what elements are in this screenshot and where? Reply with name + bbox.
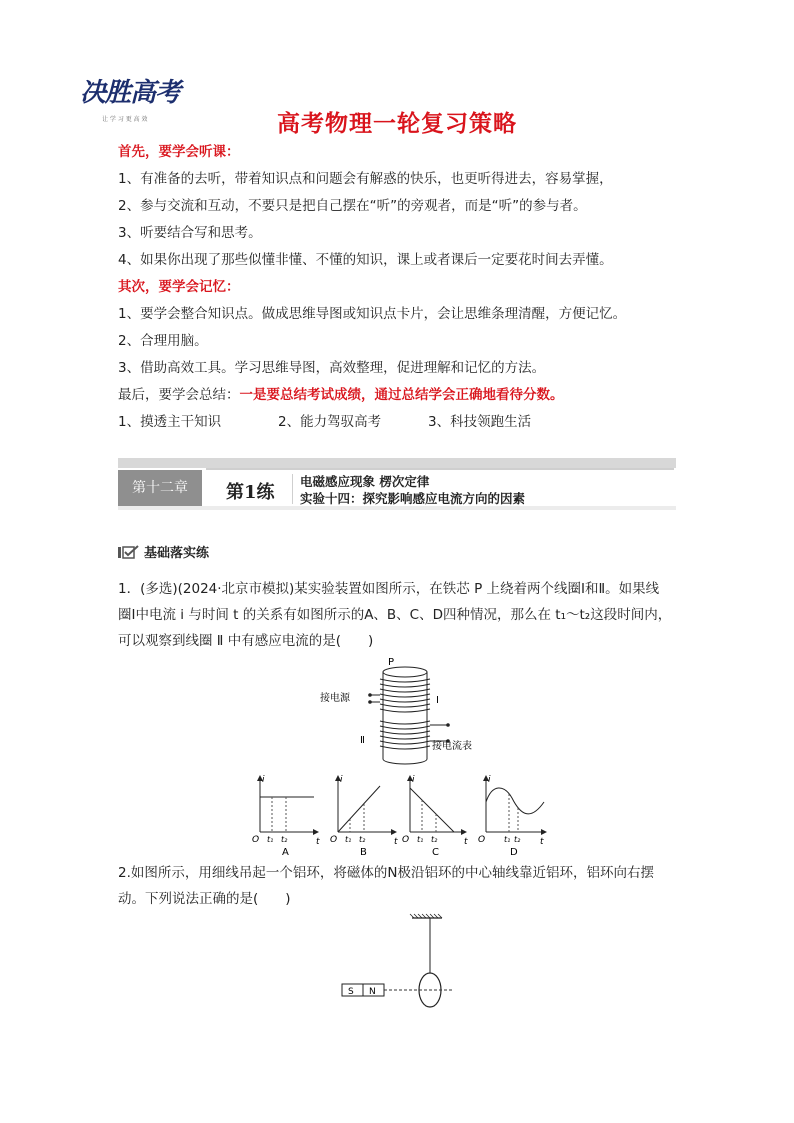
graph-b (330, 775, 398, 858)
section1-heading: 首先，要学会听课： (118, 144, 240, 160)
section1-item-2: 2、参与交流和互动，不要只是把自己摆在“听”的旁观者，而是“听”的参与者。 (118, 198, 587, 214)
chapter-banner (118, 458, 676, 510)
divider (292, 474, 293, 504)
graph-a (252, 775, 320, 858)
tip-2: 2、能力驾驭高考 (278, 414, 382, 430)
tip-3: 3、科技领跑生活 (428, 414, 532, 430)
svg-text:t₂: t₂ (359, 835, 366, 844)
magnet-s-label: S (348, 987, 354, 997)
question-1 (118, 576, 678, 654)
lesson-topic-1: 电磁感应现象 楞次定律 (300, 474, 430, 489)
checklist-icon (118, 545, 140, 559)
svg-text:t₂: t₂ (281, 835, 288, 844)
core-label: P (388, 657, 395, 668)
lesson-number: 第1练 (226, 482, 275, 503)
svg-text:t₁: t₁ (417, 835, 424, 844)
svg-text:i: i (340, 775, 343, 785)
summary-highlight: 一是要总结考试成绩，通过总结学会正确地看待分数。 (239, 387, 564, 403)
coil-1-windings (380, 679, 430, 712)
section-label (118, 542, 209, 561)
section-label-text: 基础落实练 (144, 546, 210, 561)
svg-text:i: i (412, 775, 415, 785)
coil-1-label: Ⅰ (436, 695, 439, 706)
power-label: 接电源 (320, 693, 350, 704)
magnet-ring-diagram (338, 912, 478, 1012)
section1-item-4: 4、如果你出现了那些似懂非懂、不懂的知识，课上或者课后一定要花时间去弄懂。 (118, 252, 613, 268)
svg-text:i: i (262, 775, 265, 785)
svg-text:O: O (478, 835, 486, 845)
banner-strip (118, 458, 676, 468)
current-time-graphs (250, 772, 550, 858)
page-title: 高考物理一轮复习策略 (277, 111, 517, 137)
section2-item-1: 1、要学会整合知识点。做成思维导图或知识点卡片，会让思维条理清醒，方便记忆。 (118, 306, 627, 322)
coil-2-windings (380, 721, 430, 749)
svg-text:O: O (330, 835, 338, 845)
section2-heading: 其次，要学会记忆： (118, 279, 240, 295)
meter-label: 接电流表 (432, 741, 472, 752)
section2-item-3: 3、借助高效工具。学习思维导图，高效整理，促进理解和记忆的方法。 (118, 360, 546, 376)
graph-b-label: B (360, 847, 367, 858)
logo-subtitle: 让 学 习 更 高 效 (102, 116, 148, 123)
chapter-label: 第十二章 (118, 470, 202, 506)
summary-prefix: 最后，要学会总结： (118, 387, 240, 403)
svg-text:t: t (394, 837, 398, 847)
graph-c (402, 775, 468, 858)
graph-d (478, 775, 546, 858)
lesson-box (206, 468, 674, 508)
section1-item-1: 1、有准备的去听，带着知识点和问题会有解惑的快乐，也更听得进去，容易掌握， (118, 171, 613, 187)
svg-text:O: O (252, 835, 260, 845)
svg-text:O: O (402, 835, 410, 845)
svg-text:t₁: t₁ (345, 835, 352, 844)
logo-text: 决胜高考 (80, 78, 181, 108)
svg-text:t: t (464, 837, 468, 847)
question-2-line-2: 动。下列说法正确的是( ) (118, 891, 291, 907)
graph-d-label: D (510, 847, 518, 858)
graph-a-label: A (282, 847, 289, 858)
svg-text:t₁: t₁ (504, 835, 511, 844)
section1-item-3: 3、听要结合写和思考。 (118, 225, 262, 241)
banner-bottom-strip (118, 506, 676, 510)
question-2-line-1: 2.如图所示，用细线吊起一个铝环，将磁体的N极沿铝环的中心轴线靠近铝环，铝环向右摆 (118, 865, 654, 881)
coil-diagram (320, 655, 490, 770)
lesson-topic-2: 实验十四：探究影响感应电流方向的因素 (300, 491, 526, 506)
svg-text:t₁: t₁ (267, 835, 274, 844)
svg-text:t₂: t₂ (514, 835, 521, 844)
svg-text:t₂: t₂ (431, 835, 438, 844)
question-1-line-1: 1．(多选)(2024·北京市模拟)某实验装置如图所示，在铁芯 P 上绕着两个线圈Ⅰ和Ⅱ。如果线 (118, 581, 660, 597)
question-2 (118, 860, 678, 912)
tip-1: 1、摸透主干知识 (118, 414, 222, 430)
section2-item-2: 2、合理用脑。 (118, 333, 208, 349)
question-1-line-3: 可以观察到线圈 Ⅱ 中有感应电流的是( ) (118, 633, 374, 649)
graph-c-label: C (432, 847, 439, 858)
coil-2-label: Ⅱ (360, 735, 365, 746)
question-1-line-2: 圈Ⅰ中电流 i 与时间 t 的关系有如图所示的A、B、C、D四种情况，那么在 t₁～t₂这段时间内， (118, 607, 672, 623)
summary-line (118, 386, 564, 404)
svg-text:t: t (540, 837, 544, 847)
magnet-n-label: N (369, 987, 376, 997)
tips-row (118, 413, 531, 431)
svg-text:t: t (316, 837, 320, 847)
svg-text:i: i (488, 775, 491, 785)
